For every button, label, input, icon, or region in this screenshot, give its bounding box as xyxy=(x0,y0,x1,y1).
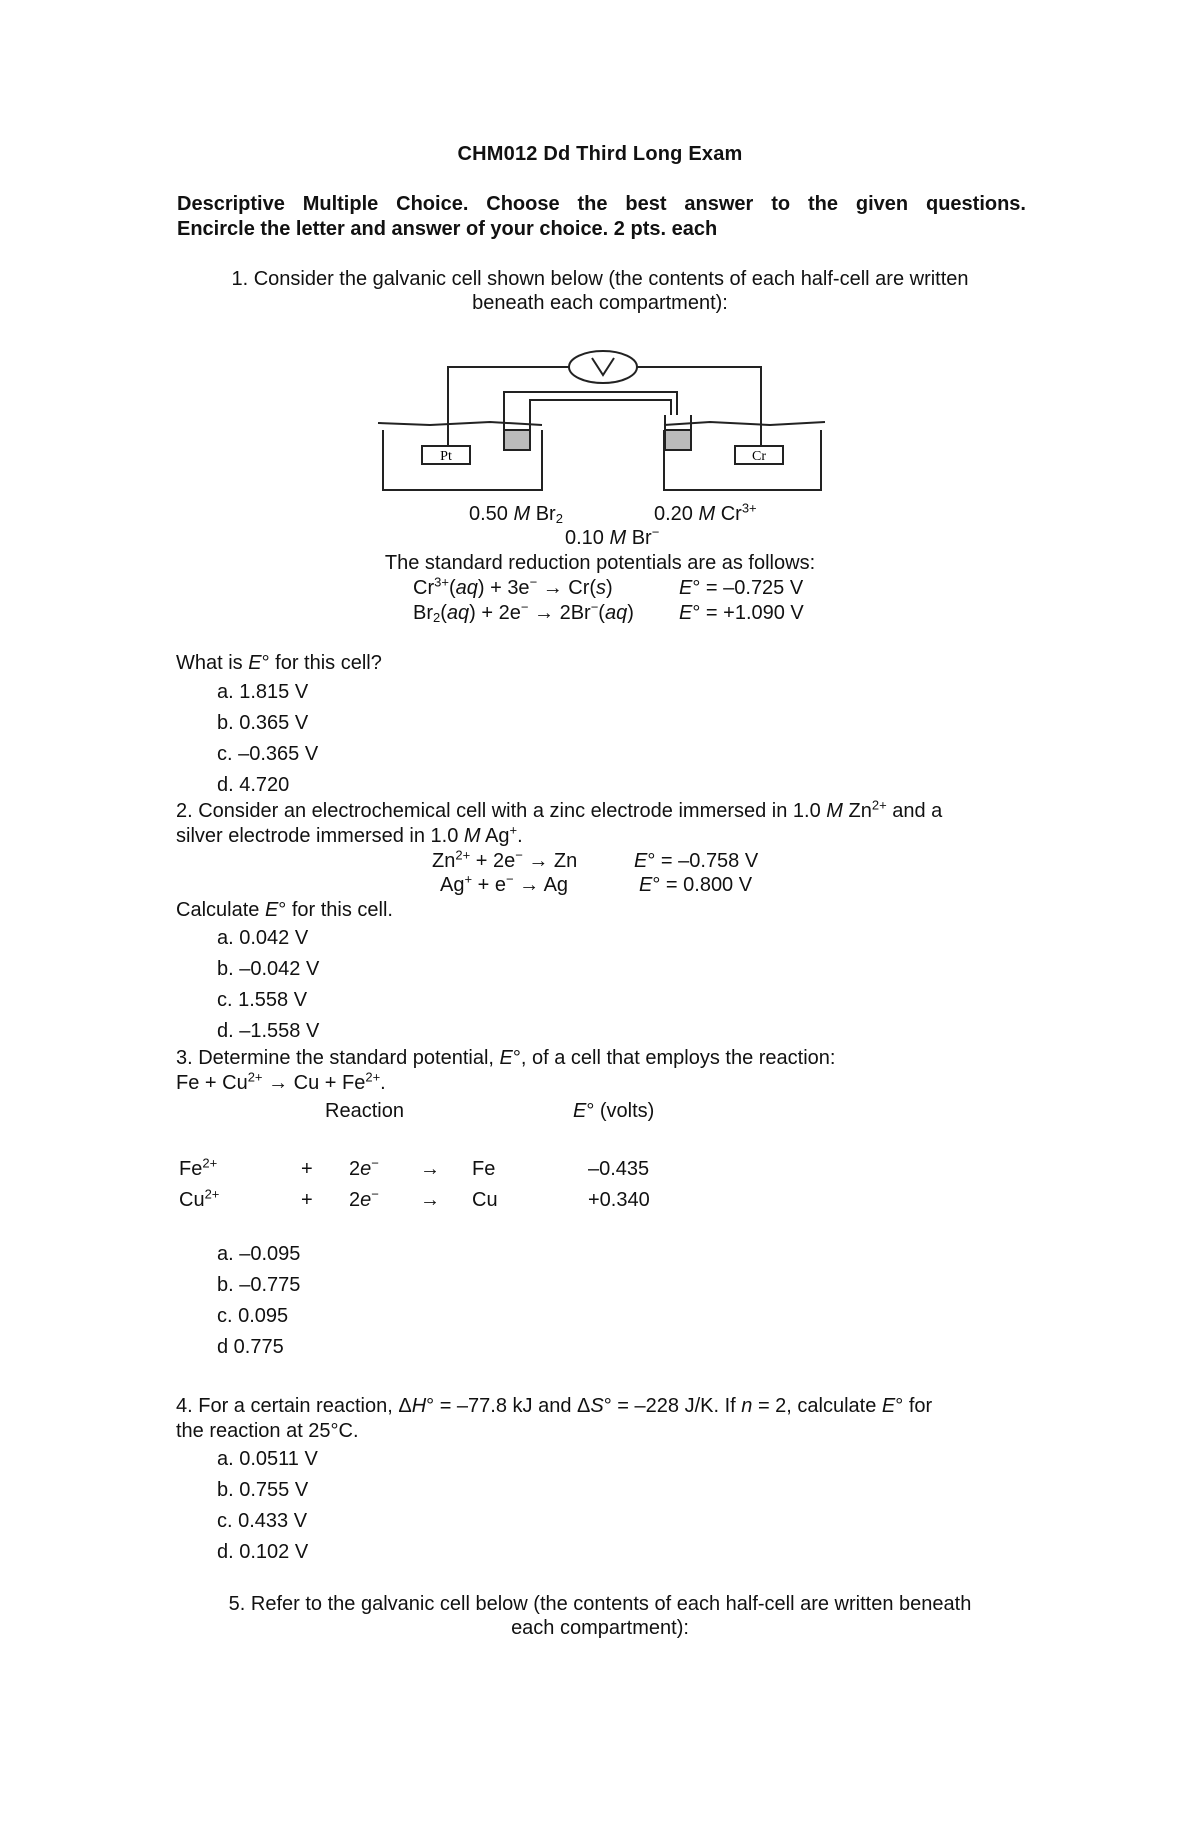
q2-question: Calculate E° for this cell. xyxy=(176,899,393,921)
q3-row2-ion: $Cu^{2+}$ xyxy=(179,1186,220,1211)
q3-row1-electrons: 2e− xyxy=(349,1155,379,1180)
instructions-line-1: Descriptive Multiple Choice. Choose the best answer to the given questions. xyxy=(177,193,1026,215)
q3-row2-arrow: → xyxy=(420,1189,440,1211)
exam-title: CHM012 Dd Third Long Exam xyxy=(457,143,743,165)
q1-left-content: 0.50 M $Br_2$ xyxy=(469,503,563,526)
q1-question: What is E° for this cell? xyxy=(176,652,382,674)
q3-row2-product: Cu xyxy=(472,1189,498,1211)
voltmeter-icon xyxy=(569,351,637,383)
q3-option-d[interactable]: d 0.775 xyxy=(217,1336,284,1358)
q3-row1-product: Fe xyxy=(472,1158,496,1180)
q3-header-reaction: Reaction xyxy=(325,1100,404,1122)
instructions xyxy=(177,192,1026,242)
q5-stem-line-2: each compartment): xyxy=(511,1617,689,1639)
q3-row2-value: +0.340 xyxy=(588,1189,650,1211)
instructions-line-2: Encircle the letter and answer of your choice. 2 pts. each xyxy=(177,218,718,240)
q3-option-b[interactable]: b. –0.775 xyxy=(217,1274,301,1296)
q3-row2-electrons: 2e− xyxy=(349,1186,379,1211)
q1-half-reaction-1-potential: E° = –0.725 V xyxy=(679,577,804,599)
q3-option-c[interactable]: c. 0.095 xyxy=(217,1305,289,1327)
q1-stem-line-2: beneath each compartment): xyxy=(472,292,728,314)
q3-row1-ion: $Fe^{2+}$ xyxy=(179,1155,218,1180)
q1-option-b[interactable]: b. 0.365 V xyxy=(217,712,309,734)
q3-stem-line-1: 3. Determine the standard potential, E°, of a cell that employs the reaction: xyxy=(176,1047,836,1069)
q3-option-a[interactable]: a. –0.095 xyxy=(217,1243,301,1265)
q2-option-a[interactable]: a. 0.042 V xyxy=(217,927,309,949)
q1-option-c[interactable]: c. –0.365 V xyxy=(217,743,319,765)
q2-half-reaction-1: $Zn^{2+} + 2e^- \to Zn$ xyxy=(432,847,578,872)
q3-row1-plus: + xyxy=(301,1158,313,1180)
q1-potentials-intro: The standard reduction potentials are as follows: xyxy=(384,552,816,574)
q4-option-d[interactable]: d. 0.102 V xyxy=(217,1541,309,1563)
galvanic-cell-diagram xyxy=(370,340,830,500)
left-solution-surface xyxy=(378,422,542,425)
q1-half-reaction-1: $Cr^{3+}(aq) + 3e^- \to Cr(s)$ xyxy=(413,574,613,599)
q5-stem-line-1: 5. Refer to the galvanic cell below (the contents of each half-cell are written beneath xyxy=(228,1593,972,1615)
q4-option-c[interactable]: c. 0.433 V xyxy=(217,1510,308,1532)
q3-row2-plus: + xyxy=(301,1189,313,1211)
q2-option-b[interactable]: b. –0.042 V xyxy=(217,958,320,980)
q1-stem-line-1: 1. Consider the galvanic cell shown below (the contents of each half-cell are written xyxy=(231,268,969,290)
q4-stem-line-1: 4. For a certain reaction, ΔH° = –77.8 kJ and ΔS° = –228 J/K. If n = 2, calculate E° for xyxy=(176,1395,933,1417)
q2-option-c[interactable]: c. 1.558 V xyxy=(217,989,308,1011)
right-wire xyxy=(637,367,761,457)
q2-stem-line-2: silver electrode immersed in 1.0 M Ag+. xyxy=(176,822,523,847)
q2-half-reaction-1-potential: E° = –0.758 V xyxy=(634,850,759,872)
salt-bridge-left-leg xyxy=(504,430,530,450)
q2-option-d[interactable]: d. –1.558 V xyxy=(217,1020,320,1042)
q3-stem-line-2: $Fe + Cu^{2+} \to Cu + Fe^{2+}$. xyxy=(176,1069,386,1094)
salt-bridge-inner xyxy=(530,400,671,415)
q1-second-content: 0.10 M Br− xyxy=(565,524,660,549)
q2-stem-line-1: 2. Consider an electrochemical cell with a zinc electrode immersed in 1.0 M $Zn^{2+}$ and a xyxy=(176,797,943,822)
q1-half-reaction-2-potential: E° = +1.090 V xyxy=(679,602,804,624)
q4-option-a[interactable]: a. 0.0511 V xyxy=(217,1448,318,1470)
q3-header-potential: E° (volts) xyxy=(573,1100,655,1122)
q3-row1-value: –0.435 xyxy=(588,1158,650,1180)
salt-bridge-right-leg xyxy=(665,430,691,450)
q3-row1-arrow: → xyxy=(420,1158,440,1180)
q2-half-reaction-2: Ag+ + e− → Ag xyxy=(440,871,569,896)
q1-option-a[interactable]: a. 1.815 V xyxy=(217,681,309,703)
q1-right-content: 0.20 M $Cr^{3+}$ xyxy=(654,500,757,525)
right-solution-surface xyxy=(664,422,825,425)
left-electrode-label: Pt xyxy=(440,449,452,464)
q4-option-b[interactable]: b. 0.755 V xyxy=(217,1479,309,1501)
q1-half-reaction-2: $Br_2(aq) + 2e^- \to 2Br^-(aq)$ xyxy=(413,599,634,625)
right-electrode-label: Cr xyxy=(752,449,766,464)
q4-stem-line-2: the reaction at 25°C. xyxy=(176,1420,359,1442)
q1-option-d[interactable]: d. 4.720 xyxy=(217,774,290,796)
q2-half-reaction-2-potential: E° = 0.800 V xyxy=(639,874,753,896)
